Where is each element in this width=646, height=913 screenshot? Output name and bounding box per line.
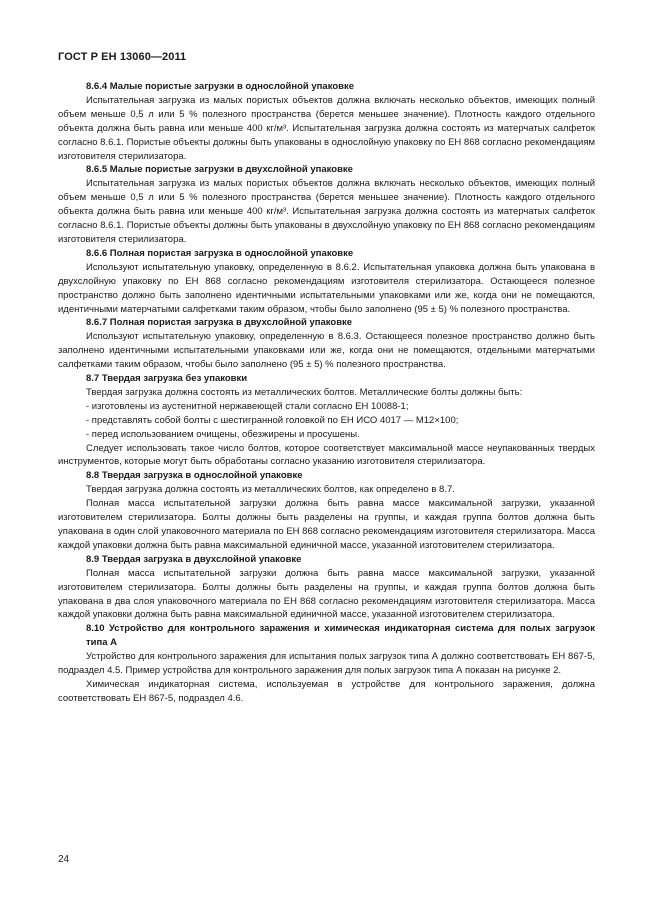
paragraph: Химическая индикаторная система, используемая в устройстве для контрольного заражения, должна соответствовать ЕН 867-5, подраздел 4.6.: [58, 678, 595, 704]
document-body: [58, 80, 595, 706]
section-heading-8-6-5: 8.6.5 Малые пористые загрузки в двухслойной упаковке: [86, 164, 353, 176]
paragraph: Устройство для контрольного заражения для испытания полых загрузок типа А должно соответствовать ЕН 867-5, подраздел 4.5. Пример устройства для контрольного заражения для полых загрузок типа А показан на рисунке 2.: [58, 651, 595, 677]
document-header: ГОСТ Р ЕН 13060—2011: [58, 51, 187, 63]
section-heading-8-9: 8.9 Твердая загрузка в двухслойной упаковке: [86, 553, 302, 565]
paragraph: Следует использовать такое число болтов, которое соответствует максимальной массе неупакованных твердых инструментов, которые могут быть обработаны согласно указанию изготовителя стерилизатора.: [58, 442, 595, 468]
list-item: - изготовлены из аустенитной нержавеющей стали согласно ЕН 10088-1;: [86, 400, 409, 412]
section-heading-8-6-4: 8.6.4 Малые пористые загрузки в однослойной упаковке: [86, 81, 355, 92]
paragraph: Испытательная загрузка из малых пористых объектов должна включать несколько объектов, имеющих полный объем меньше 0,5 л или 5 % полезного пространства (берется меньшее значение). Плотность каждого отдельного объекта должна быть равна или меньше 400 кг/м³. Испытательная загрузка должна состоять из матерчатых салфеток согласно 8.6.1. Пористые объекты должны быть упакованы в двухслойную упаковку по ЕН 868 согласно рекомендациям изготовителя стерилизатора.: [58, 178, 595, 245]
section-heading-8-7: 8.7 Твердая загрузка без упаковки: [86, 373, 248, 385]
paragraph: Испытательная загрузка из малых пористых объектов должна включать несколько объектов, имеющих полный объем меньше 0,5 л или 5 % полезного пространства (берется меньшее значение). Плотность каждого отдельного объекта должна быть равна или меньше 400 кг/м³. Испытательная загрузка должна состоять из матерчатых салфеток согласно 8.6.1. Пористые объекты должны быть упакованы в однослойную упаковку по ЕН 868 согласно рекомендациям изготовителя стерилизатора.: [58, 94, 595, 162]
paragraph: Твердая загрузка должна состоять из металлических болтов. Металлические болты должны быть:: [86, 386, 523, 398]
section-heading-8-6-6: 8.6.6 Полная пористая загрузка в однослойной упаковке: [86, 247, 354, 259]
paragraph: Полная масса испытательной загрузки должна быть равна массе максимальной загрузки, указанной изготовителем стерилизатора. Болты должны быть разделены на группы, и каждая группа болтов должна быть упакована в два слоя упаковочного материала по ЕН 868 согласно рекомендациям изготовителя стерилизатора. Масса каждой упаковки должна быть равна максимальной единичной массе, указанной изготовителем стерилизатора.: [58, 567, 595, 621]
section-heading-8-8: 8.8 Твердая загрузка в однослойной упаковке: [86, 470, 303, 482]
list-item: - представлять собой болты с шестигранной головкой по ЕН ИСО 4017 — М12×100;: [86, 414, 459, 426]
paragraph: Используют испытательную упаковку, определенную в 8.6.3. Остающееся полезное пространство должно быть заполнено идентичными испытательными упаковками или же, когда они не помещаются, отдельными матерчатыми салфетками таким образом, чтобы было заполнено (95 ± 5) % полезного пространства.: [58, 331, 595, 371]
paragraph: Используют испытательную упаковку, определенную в 8.6.2. Испытательная упаковка должна быть упакована в двухслойную упаковку по ЕН 868 согласно рекомендациям изготовителя стерилизатора. Остающееся полезное пространство должно быть заполнено идентичными испытательными упаковками или же, когда они не помещаются, идентичными матерчатыми салфетками таким образом, чтобы было заполнено (95 ± 5) % полезного пространства.: [58, 261, 595, 315]
paragraph: Полная масса испытательной загрузки должна быть равна массе максимальной загрузки, указанной изготовителем стерилизатора. Болты должны быть разделены на группы, и каждая группа болтов должна быть упакована в один слой упаковочного материала по ЕН 868 согласно рекомендациям изготовителя стерилизатора. Масса каждой упаковки должна быть равна максимальной единичной массе, указанной изготовителем стерилизатора.: [58, 498, 595, 551]
section-heading-8-6-7: 8.6.7 Полная пористая загрузка в двухслойной упаковке: [86, 317, 353, 329]
page-number: 24: [58, 854, 70, 865]
section-heading-8-10: 8.10 Устройство для контрольного заражения и химическая индикаторная система для полых загрузок типа А: [86, 623, 595, 649]
list-item: - перед использованием очищены, обезжирены и просушены.: [86, 428, 360, 440]
paragraph: Твердая загрузка должна состоять из металлических болтов, как определено в 8.7.: [86, 484, 455, 496]
